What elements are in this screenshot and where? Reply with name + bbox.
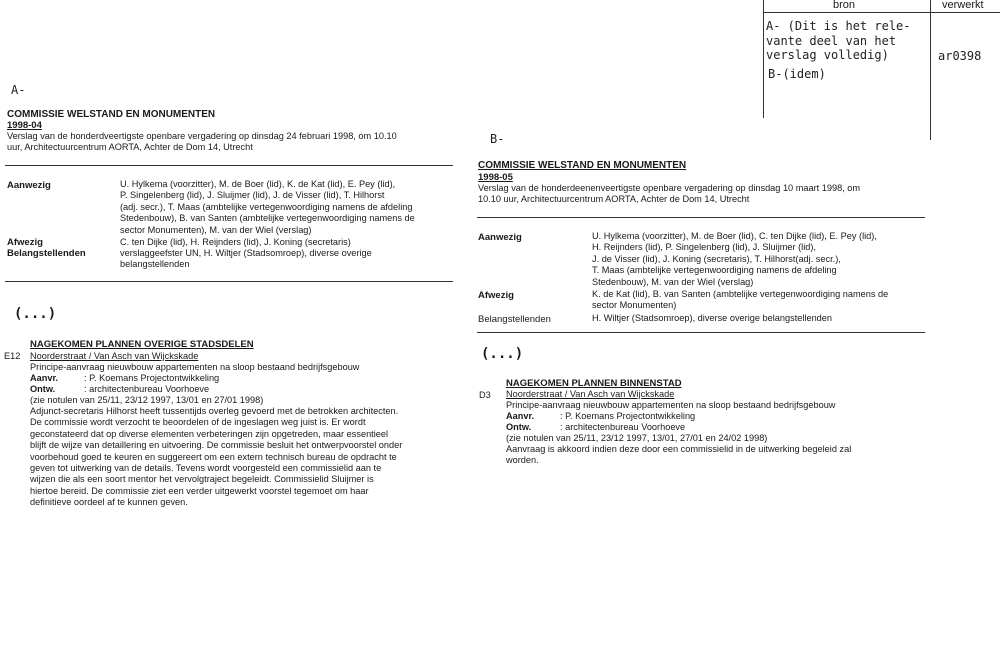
doc-b-aanwezig: [592, 231, 877, 288]
body-line: geven tot uitwerking van de details. Tevens wordt voorgesteld een commissielid aan te: [30, 463, 382, 474]
intro-line: uur, Architectuurcentrum AORTA, Achter de Dom 14, Utrecht: [7, 142, 253, 153]
doc-b-intro: [478, 183, 860, 206]
doc-b-afwezig: [592, 289, 888, 312]
intro-line: 10.10 uur, Architectuurcentrum AORTA, Achter de Dom 14, Utrecht: [478, 194, 750, 205]
col-header-bron: bron: [833, 0, 856, 11]
doc-b-afwezig-label: Afwezig: [478, 290, 514, 301]
afwezig-line: sector Monumenten): [592, 300, 677, 311]
bron-note: [766, 19, 911, 63]
bron-note-b: B-(idem): [768, 67, 826, 81]
doc-a-number: 1998-04: [7, 120, 42, 131]
body-line: voorbehoud goed te keuren en suggereert om een extern technisch bureau de opdracht te: [30, 451, 397, 462]
body-line: hiertoe bereid. De commissie ziet een verder uitgewerkt voorstel tegemoet om haar: [30, 485, 369, 496]
attendee-line: P. Singelenberg (lid), J. Sluijmer (lid), J. de Visser (lid), T. Hilhorst: [120, 190, 385, 201]
doc-b-section: NAGEKOMEN PLANNEN BINNENSTAD: [506, 378, 682, 389]
doc-a-belang: [120, 248, 372, 271]
doc-a-notulen: (zie notulen van 25/11, 23/12 1997, 13/01 en 27/01 1998): [30, 395, 264, 405]
body-line: geconstateerd dat op diverse elementen verbeteringen zijn opgetreden, maar essentieel: [30, 428, 389, 439]
doc-b-ontw: : architectenbureau Voorhoeve: [560, 422, 686, 432]
doc-b-ontw-label: Ontw.: [506, 422, 532, 432]
doc-b-belang: H. Wiltjer (Stadsomroep), diverse overige belangstellenden: [592, 313, 833, 323]
doc-a-section: NAGEKOMEN PLANNEN OVERIGE STADSDELEN: [30, 339, 254, 350]
doc-a-afwezig-label: Afwezig: [7, 237, 43, 248]
bron-line: A- (Dit is het rele-: [766, 19, 911, 33]
belang-line: verslaggeefster UN, H. Wiltjer (Stadsomroep), diverse overige: [120, 248, 372, 258]
attendee-line: Stedenbouw), B. van Santen (ambtelijke vertegenwoordiging namens de: [120, 213, 415, 224]
doc-a-item-code: E12: [4, 351, 21, 361]
doc-a-body: [30, 406, 402, 509]
doc-b-aanwezig-label: Aanwezig: [478, 232, 522, 243]
body-line: Adjunct-secretaris Hilhorst heeft tussentijds overleg gevoerd met de betrokken architecten.: [30, 406, 399, 416]
body-line: definitieve oordeel af te kunnen geven.: [30, 497, 188, 508]
doc-a-org: COMMISSIE WELSTAND EN MONUMENTEN: [7, 109, 216, 120]
doc-a-ontw: : architectenbureau Voorhoeve: [84, 384, 210, 394]
attendee-line: T. Maas (ambtelijke vertegenwoordiging namens de afdeling: [592, 265, 837, 276]
doc-b-notulen: (zie notulen van 25/11, 23/12 1997, 13/01, 27/01 en 24/02 1998): [506, 433, 768, 443]
doc-b-marker: B-: [490, 132, 505, 146]
afwezig-line: K. de Kat (lid), B. van Santen (ambtelijke vertegenwoordiging namens de: [592, 289, 889, 299]
intro-line: Verslag van de honderdveertigste openbare vergadering op dinsdag 24 februari 1998, om 10.10: [7, 131, 397, 141]
doc-b-org: COMMISSIE WELSTAND EN MONUMENTEN: [478, 160, 687, 171]
attendee-line: H. Reijnders (lid), P. Singelenberg (lid), J. Sluijmer (lid),: [592, 242, 816, 253]
attendee-line: U. Hylkema (voorzitter), M. de Boer (lid), C. ten Dijke (lid), E. Pey (lid),: [592, 231, 877, 241]
doc-b-item-code: D3: [479, 390, 491, 400]
doc-a-intro: [7, 131, 397, 154]
doc-a-ellipsis: (...): [14, 306, 57, 322]
doc-b-belang-label: Belangstellenden: [478, 314, 551, 325]
doc-a-ontw-label: Ontw.: [30, 384, 56, 394]
doc-b-ellipsis: (...): [481, 346, 524, 362]
doc-a-item-title: Noorderstraat / Van Asch van Wijckskade: [30, 351, 199, 361]
doc-b-aanvr: : P. Koemans Projectontwikkeling: [560, 411, 696, 421]
body-line: wijzen die als een soort mentor het vervolgtraject begeleidt. Commissielid Sluijmer is: [30, 474, 374, 485]
doc-a-belang-label: Belangstellenden: [7, 248, 86, 259]
body-line: blijft de wijze van detaillering en uitvoering. De commissie besluit het ontwerpvoorstel onder: [30, 440, 403, 451]
doc-a-afwezig: C. ten Dijke (lid), H. Reijnders (lid), J. Koning (secretaris): [120, 237, 351, 247]
bron-line: verslag volledig): [766, 48, 889, 62]
doc-a-item-desc: Principe-aanvraag nieuwbouw appartementen na sloop bestaand bedrijfsgebouw: [30, 362, 360, 372]
doc-a-marker: A-: [11, 83, 26, 97]
verwerkt-code: ar0398: [938, 49, 982, 63]
doc-b-number: 1998-05: [478, 172, 513, 183]
doc-b-item-desc: Principe-aanvraag nieuwbouw appartementen na sloop bestaand bedrijfsgebouw: [506, 400, 836, 410]
intro-line: Verslag van de honderdeenenveertigste openbare vergadering op dinsdag 10 maart 1998, om: [478, 183, 861, 193]
body-line: Aanvraag is akkoord indien deze door een commissielid in de uitwerking begeleid zal: [506, 444, 852, 454]
doc-b-item-title: Noorderstraat / Van Asch van Wijckskade: [506, 389, 675, 399]
col-header-verwerkt: verwerkt: [942, 0, 984, 11]
attendee-line: J. de Visser (lid), J. Koning (secretaris), T. Hilhorst(adj. secr.),: [592, 253, 841, 264]
doc-a-aanwezig: [120, 179, 415, 236]
doc-b-aanvr-label: Aanvr.: [506, 411, 535, 421]
doc-a-aanvr: : P. Koemans Projectontwikkeling: [84, 373, 220, 383]
bron-line: vante deel van het: [766, 33, 897, 48]
body-line: De commissie wordt verzocht te beoordelen of de ingeslagen weg juist is. Er wordt: [30, 417, 366, 428]
doc-b-body: [506, 444, 851, 467]
doc-a-aanvr-label: Aanvr.: [30, 373, 59, 383]
belang-line: belangstellenden: [120, 259, 190, 270]
attendee-line: (adj. secr.), T. Maas (ambtelijke vertegenwoordiging namens de afdeling: [120, 201, 413, 212]
attendee-line: Stedenbouw), M. van der Wiel (verslag): [592, 276, 754, 287]
attendee-line: U. Hylkema (voorzitter), M. de Boer (lid), K. de Kat (lid), E. Pey (lid),: [120, 179, 396, 189]
attendee-line: sector Monumenten), M. van der Wiel (verslag): [120, 224, 312, 235]
body-line: worden.: [506, 455, 539, 466]
doc-a-aanwezig-label: Aanwezig: [7, 180, 51, 191]
